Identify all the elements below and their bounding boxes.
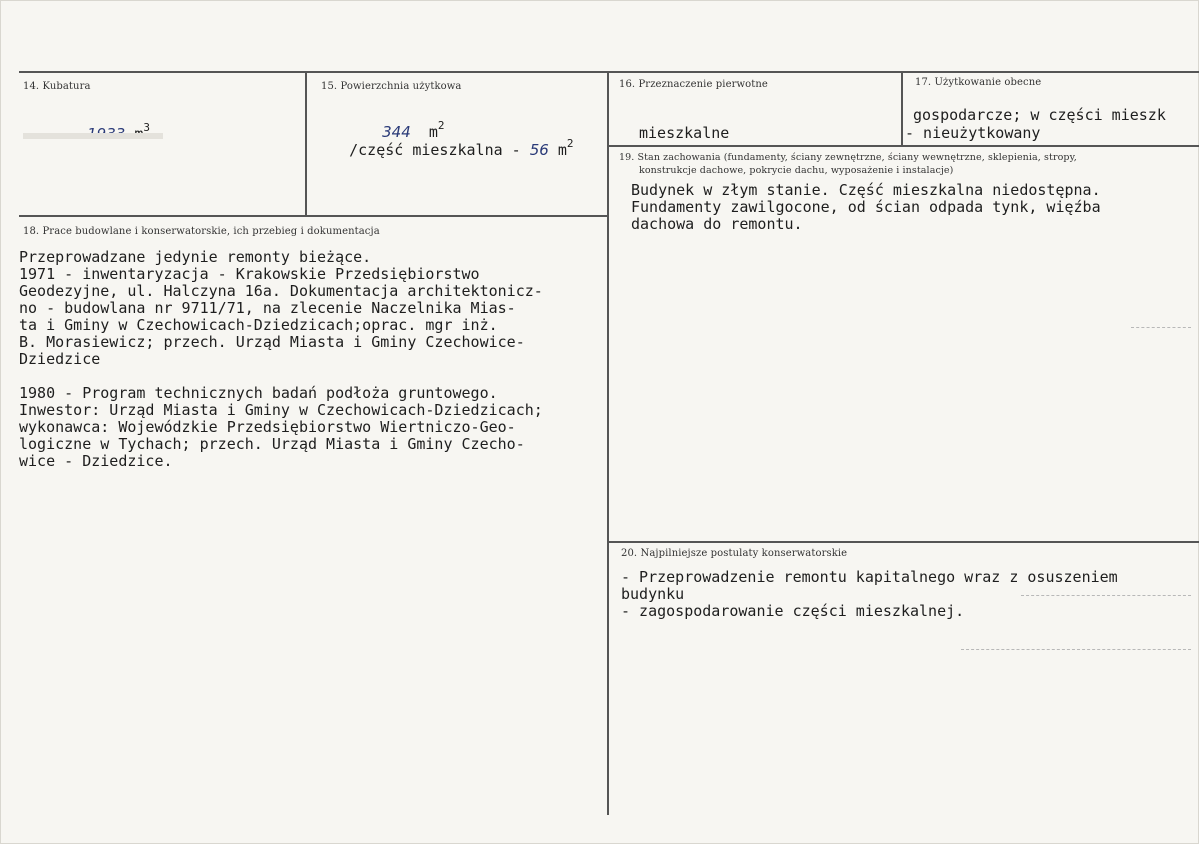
field-14-exponent: 3 bbox=[143, 121, 150, 134]
field-18-line: no - budowlana nr 9711/71, na zlecenie Naczelnika Mias- bbox=[19, 299, 516, 317]
field-15-line2-unit: m bbox=[557, 141, 567, 159]
field-18-line: Przeprowadzane jedynie remonty bieżące. bbox=[19, 248, 372, 266]
bleed-through-mark bbox=[961, 649, 1191, 650]
field-18-line: wykonawca: Wojewódzkie Przedsiębiorstwo Wiertniczo-Geo- bbox=[19, 418, 516, 436]
field-14-label: 14. Kubatura bbox=[23, 81, 91, 92]
field-15-line2-number: 56 bbox=[529, 141, 549, 159]
field-19-label-line-2: konstrukcje dachowe, pokrycie dachu, wyposażenie i instalacje) bbox=[639, 165, 954, 176]
field-19-line: Budynek w złym stanie. Część mieszkalna niedostępna. bbox=[631, 181, 1101, 199]
field-17-label: 17. Użytkowanie obecne bbox=[915, 77, 1042, 88]
field-20-line: budynku bbox=[621, 585, 685, 603]
field-14-number: 1933 bbox=[87, 125, 126, 143]
field-18-label: 18. Prace budowlane i konserwatorskie, ich przebieg i dokumentacja bbox=[23, 226, 380, 237]
bleed-through-mark bbox=[1021, 595, 1191, 596]
field-15-exponent: 2 bbox=[437, 119, 445, 132]
field-15-unit: m bbox=[428, 123, 438, 141]
row1-bottom-rule-right bbox=[607, 145, 1199, 147]
field-19-line: Fundamenty zawilgocone, od ścian odpada tynk, więźba bbox=[631, 198, 1101, 216]
field-18-line: 1980 - Program technicznych badań podłoża gruntowego. bbox=[19, 384, 498, 402]
field-19-label-line-1: 19. Stan zachowania (fundamenty, ściany zewnętrzne, ściany wewnętrzne, sklepienia, stropy, bbox=[619, 152, 1077, 163]
row1-bottom-rule-left bbox=[19, 215, 607, 217]
field-18-line: B. Morasiewicz; przech. Urząd Miasta i Gminy Czechowice- bbox=[19, 333, 525, 351]
bleed-through-mark bbox=[1131, 327, 1191, 328]
main-center-divider bbox=[607, 71, 609, 815]
field-15-line2-exponent: 2 bbox=[566, 137, 574, 150]
field-16-value: mieszkalne bbox=[639, 124, 730, 142]
divider-16-17 bbox=[901, 71, 903, 145]
field-20-line: - zagospodarowanie części mieszkalnej. bbox=[621, 602, 965, 620]
field-18-line: ta i Gminy w Czechowicach-Dziedzicach;oprac. mgr inż. bbox=[19, 316, 498, 334]
field-16-label: 16. Przeznaczenie pierwotne bbox=[619, 79, 768, 90]
field-14-unit: m bbox=[134, 125, 144, 143]
field-18-line: wice - Dziedzice. bbox=[19, 452, 173, 470]
field-15-line2 bbox=[313, 125, 574, 177]
field-18-line: Dziedzice bbox=[19, 350, 101, 368]
field-15-number: 344 bbox=[382, 123, 411, 141]
field-18-line: logiczne w Tychach; przech. Urząd Miasta i Gminy Czecho- bbox=[19, 435, 525, 453]
field-18-line: Geodezyjne, ul. Halczyna 16a. Dokumentacja architektonicz- bbox=[19, 282, 543, 300]
field-18-line: Inwestor: Urząd Miasta i Gminy w Czechowicach-Dziedzicach; bbox=[19, 401, 543, 419]
field-17-line-2: - nieużytkowany bbox=[905, 124, 1041, 142]
field-18-line: 1971 - inwentaryzacja - Krakowskie Przedsiębiorstwo bbox=[19, 265, 480, 283]
field-14-smudge bbox=[23, 133, 163, 139]
field-20-label: 20. Najpilniejsze postulaty konserwatorskie bbox=[621, 548, 848, 559]
field-17-line-1: gospodarcze; w części mieszk bbox=[913, 107, 1166, 124]
field-15-line2-prefix: /część mieszkalna - bbox=[349, 141, 530, 159]
field-20-line: - Przeprowadzenie remontu kapitalnego wraz z osuszeniem bbox=[621, 568, 1118, 586]
top-rule bbox=[19, 71, 1199, 73]
section20-top-rule bbox=[607, 541, 1199, 543]
field-15-label: 15. Powierzchnia użytkowa bbox=[321, 81, 462, 92]
divider-14-15 bbox=[305, 71, 307, 215]
field-19-line: dachowa do remontu. bbox=[631, 215, 803, 233]
